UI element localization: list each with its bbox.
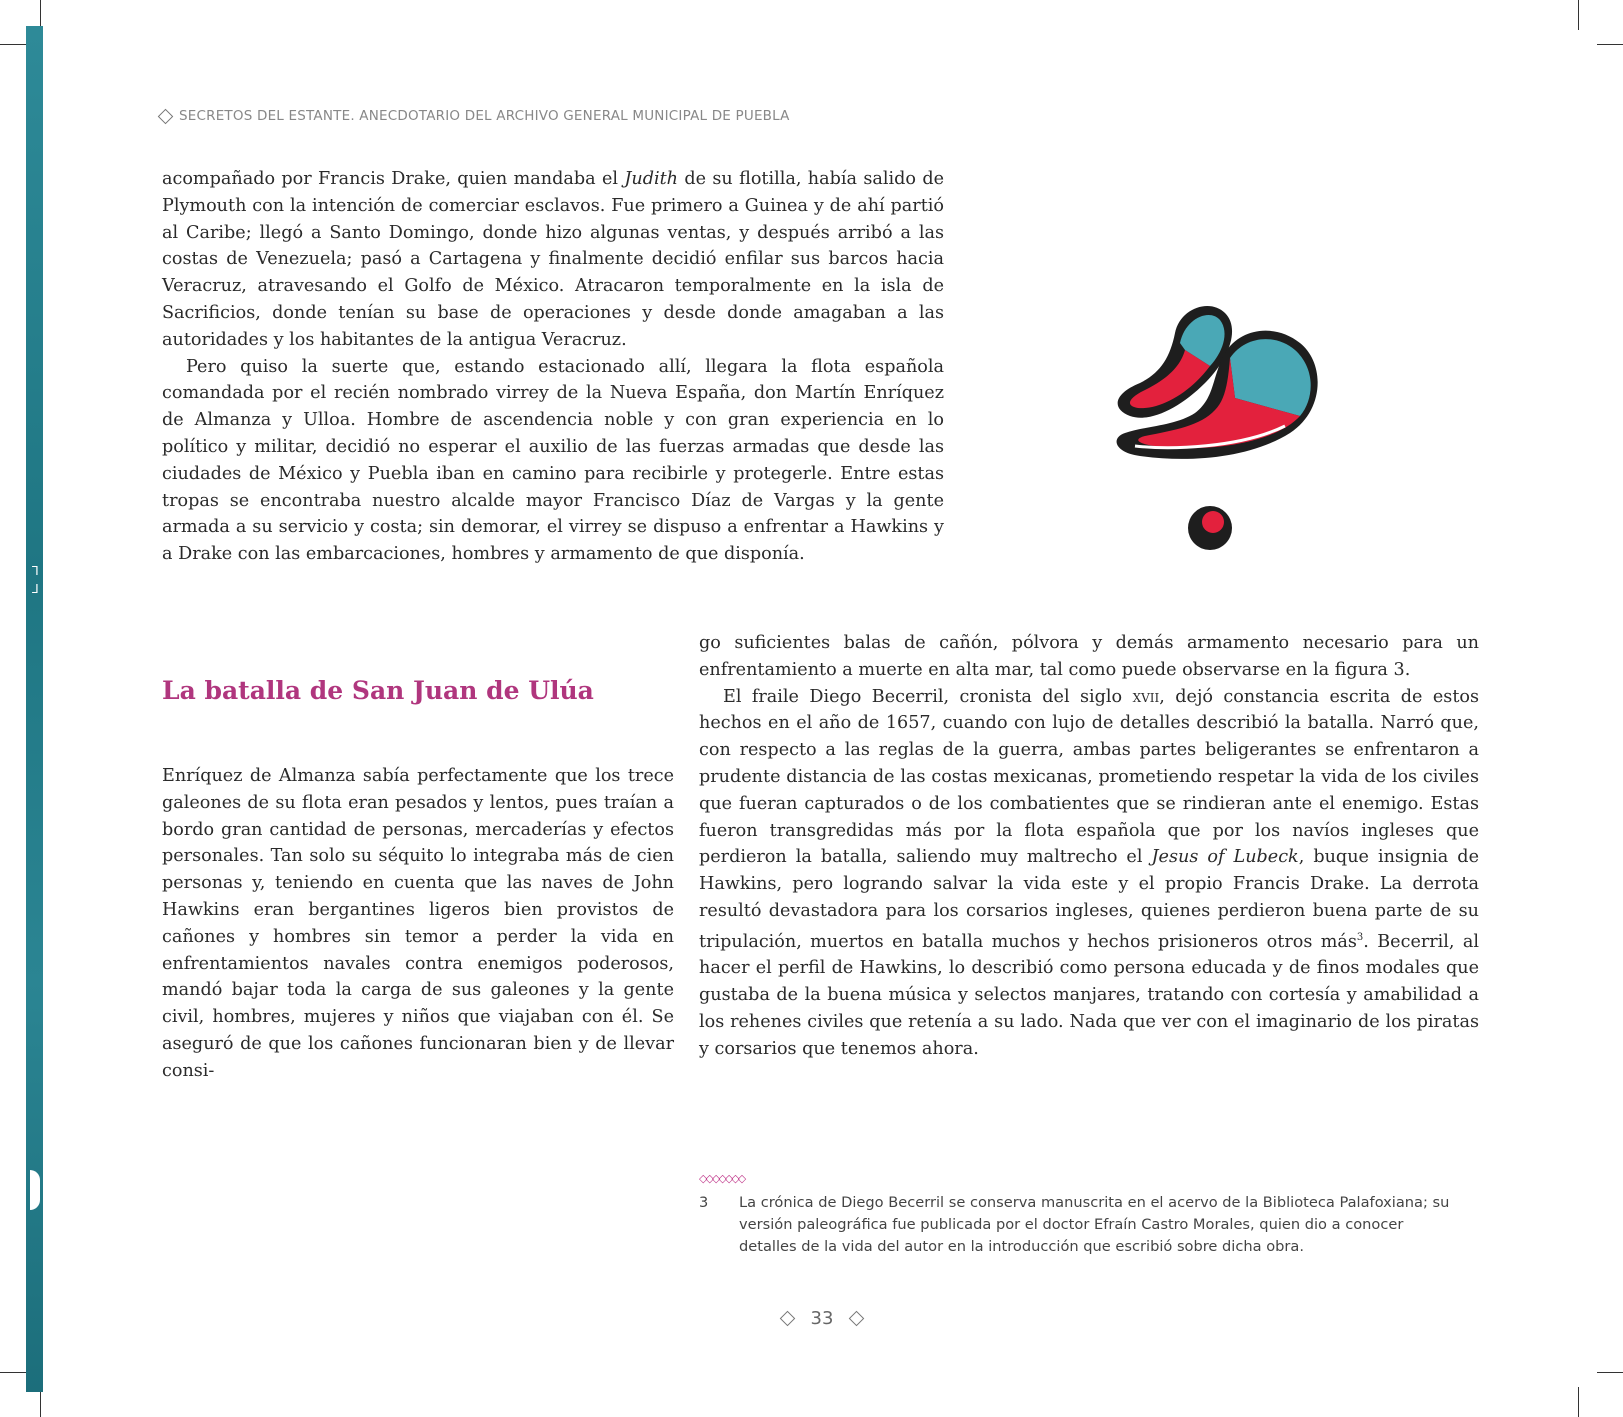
- top-text-block: [162, 166, 944, 568]
- century-numeral: xvii: [1132, 686, 1160, 707]
- decorative-drops-illustration: [1100, 298, 1350, 558]
- running-header: [160, 108, 960, 124]
- left-text-column: [162, 763, 674, 1085]
- crop-mark: [1578, 1387, 1579, 1417]
- crop-mark: [1597, 44, 1623, 45]
- diamond-icon: [849, 1311, 865, 1327]
- crop-mark: [1597, 1372, 1623, 1373]
- ship-name: Jesus of Lubeck: [1151, 847, 1299, 868]
- spine-glyph: ᒣ ᒧ: [28, 564, 42, 596]
- spine-notch: [30, 1170, 40, 1210]
- crop-mark: [40, 0, 41, 26]
- paragraph: acompañado por Francis Drake, quien mandaba el Judith de su flotilla, había salido de Plymouth con la intención de comerciar esclavos. Fue primero a Guinea y de ahí partió al Caribe; llegó a Santo Domingo, donde hizo algunas ventas, y después arribó a las costas de Venezuela; pasó a Cartagena y finalmente decidió enfilar sus barcos hacia Veracruz, atravesando el Golfo de México. Atracaron temporalmente en la isla de Sacrificios, donde tenían su base de operaciones y desde donde amagaban a las autoridades y los habitantes de la antigua Veracruz.: [162, 169, 944, 350]
- footnote-separator: ◇◇◇◇◇◇◇: [699, 1172, 745, 1185]
- paragraph: Enríquez de Almanza sabía perfectamente que los trece galeones de su flota eran pesados y lentos, pues traían a bordo gran cantidad de personas, mercaderías y efectos personales. Tan solo su séquito lo integraba más de cien personas y, teniendo en cuenta que las naves de John Hawkins eran bergantines ligeros bien provistos de cañones y hombres sin temor a perder la vida en enfrentamientos navales contra enemigos poderosos, mandó bajar toda la carga de sus galeones y la gente civil, hombres, mujeres y niños que viajaban con él. Se aseguró de que los cañones funcionaran bien y de llevar consi-: [162, 766, 674, 1081]
- footnote: [699, 1192, 1459, 1258]
- running-header-title: SECRETOS DEL ESTANTE. ANECDOTARIO DEL ARCHIVO GENERAL MUNICIPAL DE PUEBLA: [179, 108, 790, 124]
- section-heading: La batalla de San Juan de Ulúa: [162, 676, 594, 705]
- footnote-text: La crónica de Diego Becerril se conserva manuscrita en el acervo de la Biblioteca Palafoxiana; su versión paleográfica fue publicada por el doctor Efraín Castro Morales, quien dio a conocer detalles de la vida del autor en la introducción que escribió sobre dicha obra.: [739, 1194, 1450, 1255]
- paragraph: El fraile Diego Becerril, cronista del siglo xvii, dejó constancia escrita de estos hechos en el año de 1657, cuando con lujo de detalles describió la batalla. Narró que, con respecto a las reglas de la guerra, ambas partes beligerantes se enfrentaron a prudente distancia de las costas mexicanas, prometiendo respetar la vida de los civiles que fueran capturados o de los combatientes que se rindieran ante el enemigo. Estas fueron transgredidas más por la flota española que por los navíos ingleses que perdieron la batalla, saliendo muy maltrecho el Jesus of Lubeck, buque insignia de Hawkins, pero logrando salvar la vida este y el propio Francis Drake. La derrota resultó devastadora para los corsarios ingleses, quienes perdieron buena parte de su tripulación, muertos en batalla muchos y hechos prisioneros otros más$^3$. Becerril, al hacer el perfil de Hawkins, lo describió como persona educada y de finos modales que gustaba de la buena música y selectos manjares, tratando con cortesía y amabilidad a los rehenes civiles que retenía a su lado. Nada que ver con el imaginario de los piratas y corsarios que tenemos ahora.: [699, 686, 1480, 1059]
- crop-mark: [1578, 0, 1579, 30]
- diamond-icon: [779, 1311, 795, 1327]
- footnote-reference[interactable]: 3: [1356, 931, 1364, 943]
- crop-mark: [0, 1372, 26, 1373]
- right-text-column: [699, 630, 1479, 1063]
- page-number-block: [772, 1308, 872, 1329]
- page-number: 33: [810, 1308, 834, 1329]
- paragraph: Pero quiso la suerte que, estando estacionado allí, llegara la flota española comandada por el recién nombrado virrey de la Nueva España, don Martín Enríquez de Almanza y Ulloa. Hombre de ascendencia noble y con gran experiencia en lo político y militar, decidió no esperar el auxilio de las fuerzas armadas que desde las ciudades de México y Puebla iban en camino para recibirle y protegerle. Entre estas tropas se encontraba nuestro alcalde mayor Francisco Díaz de Vargas y la gente armada a su servicio y costa; sin demorar, el virrey se dispuso a enfrentar a Hawkins y a Drake con las embarcaciones, hombres y armamento de que disponía.: [162, 356, 944, 565]
- diamond-icon: [158, 108, 174, 124]
- paragraph: go suficientes balas de cañón, pólvora y demás armamento necesario para un enfrentamiento a muerte en alta mar, tal como puede observarse en la figura 3.: [699, 633, 1479, 680]
- dot-red: [1202, 511, 1224, 533]
- footnote-number: 3: [699, 1194, 709, 1211]
- crop-mark: [0, 44, 26, 45]
- ship-name: Judith: [624, 169, 679, 189]
- crop-mark: [40, 1391, 41, 1417]
